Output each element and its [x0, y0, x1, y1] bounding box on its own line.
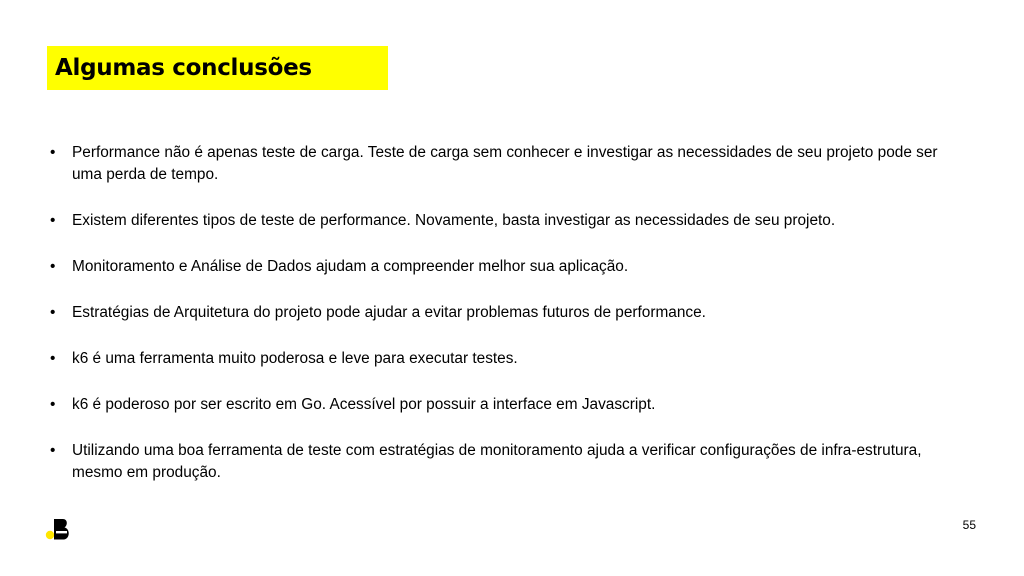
bullet-text: Existem diferentes tipos de teste de performance. Novamente, basta investigar as necessidades de seu projeto.	[72, 212, 836, 229]
bullet-dot: •	[50, 304, 56, 321]
logo-stripe	[56, 531, 67, 533]
bullet-text: k6 é uma ferramenta muito poderosa e leve para executar testes.	[72, 350, 518, 367]
bullet-text: k6 é poderoso por ser escrito em Go. Acessível por possuir a interface em Javascript.	[72, 396, 656, 413]
bullet-item	[50, 440, 950, 484]
bullet-dot: •	[50, 350, 56, 367]
bullet-dot: •	[50, 442, 56, 459]
bullet-dot: •	[50, 396, 56, 413]
bullet-item	[50, 142, 950, 186]
logo-accent-dot	[46, 531, 54, 539]
bullet-dot: •	[50, 212, 56, 229]
bullet-text: Monitoramento e Análise de Dados ajudam a compreender melhor sua aplicação.	[72, 258, 629, 275]
brand-logo-icon	[44, 518, 76, 542]
title-highlight-box	[47, 46, 388, 90]
bullet-item	[50, 394, 950, 416]
bullet-list	[50, 142, 950, 508]
bullet-item	[50, 210, 950, 232]
bullet-text: Performance não é apenas teste de carga. Teste de carga sem conhecer e investigar as necessidades de seu projeto pode ser uma perda de tempo.	[72, 144, 938, 183]
bullet-item	[50, 256, 950, 278]
page-number: 55	[962, 518, 976, 532]
slide-title: Algumas conclusões	[55, 55, 312, 81]
logo-glyph	[54, 519, 69, 540]
bullet-text: Estratégias de Arquitetura do projeto pode ajudar a evitar problemas futuros de performance.	[72, 304, 706, 321]
bullet-item	[50, 348, 950, 370]
bullet-item	[50, 302, 950, 324]
bullet-text: Utilizando uma boa ferramenta de teste com estratégias de monitoramento ajuda a verificar configurações de infra-estrutura, mesmo em produção.	[72, 442, 922, 481]
bullet-dot: •	[50, 258, 56, 275]
bullet-dot: •	[50, 144, 56, 161]
